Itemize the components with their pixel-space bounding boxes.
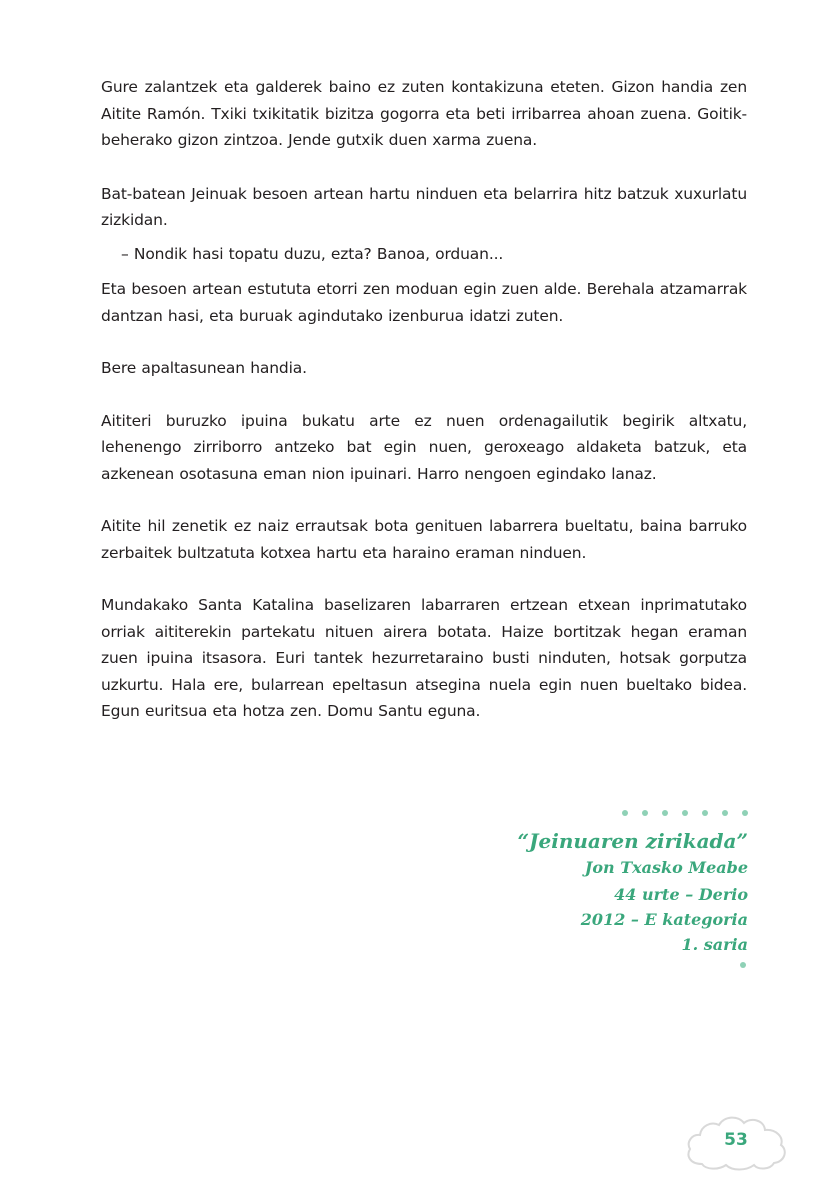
story-text xyxy=(101,74,747,725)
dot-icon xyxy=(682,810,688,816)
dot-icon xyxy=(702,810,708,816)
decorative-dots xyxy=(622,810,748,816)
story-title: “Jeinuaren zirikada” xyxy=(517,829,748,853)
paragraph: Aititeri buruzko ipuina bukatu arte ez nuen ordenagailutik begirik altxatu, lehenengo zirriborro antzeko bat egin nuen, geroxeago aldaketa batzuk, eta azkenean osotasuna eman nion ipuinari. Harro nengoen egindako lanaz. xyxy=(101,411,747,483)
prize-label: 1. saria xyxy=(681,935,748,954)
paragraph: Mundakako Santa Katalina baselizaren labarraren ertzean etxean inprimatutako orriak aititerekin partekatu nituen airera botata. Haize bortitzak hegan eraman zuen ipuina itsasora. Euri tantek hezurretaraino busti ninduten, hotsak gorputza uzkurtu. Hala ere, bularrean epeltasun atsegina nuela egin nuen bueltako bidea. Egun euritsua eta hotza zen. Domu Santu eguna. xyxy=(101,596,747,720)
dialogue-line: – Nondik hasi topatu duzu, ezta? Banoa, orduan... xyxy=(121,244,504,263)
page-number-badge xyxy=(684,1112,790,1174)
author-age-place: 44 urte – Derio xyxy=(614,885,748,904)
author-name: Jon Txasko Meabe xyxy=(584,858,748,877)
paragraph: Aitite hil zenetik ez naiz errautsak bota genituen labarrera bueltatu, baina barruko zerbaitek bultzatuta kotxea hartu eta haraino eraman ninduen. xyxy=(101,517,747,562)
page-number: 53 xyxy=(724,1130,748,1150)
dot-icon xyxy=(722,810,728,816)
dot-icon xyxy=(622,810,628,816)
dot-icon xyxy=(662,810,668,816)
paragraph: Bat-batean Jeinuak besoen artean hartu ninduen eta belarrira hitz batzuk xuxurlatu zizkidan. xyxy=(101,184,747,229)
dot-icon xyxy=(742,810,748,816)
paragraph: Gure zalantzek eta galderek baino ez zuten kontakizuna eteten. Gizon handia zen Aitite Ramón. Txiki txikitatik bizitza gogorra eta beti irribarrea ahoan zuena. Goitik-beherako gizon zintzoa. Jende gutxik duen xarma zuena. xyxy=(101,78,747,149)
paragraph: Bere apaltasunean handia. xyxy=(101,359,307,377)
paragraph: Eta besoen artean estututa etorri zen moduan egin zuen alde. Berehala atzamarrak dantzan hasi, eta buruak agindutako izenburua idatzi zuten. xyxy=(101,280,747,325)
dot-icon xyxy=(642,810,648,816)
dot-icon xyxy=(740,962,746,968)
year-category: 2012 – E kategoria xyxy=(580,910,748,929)
